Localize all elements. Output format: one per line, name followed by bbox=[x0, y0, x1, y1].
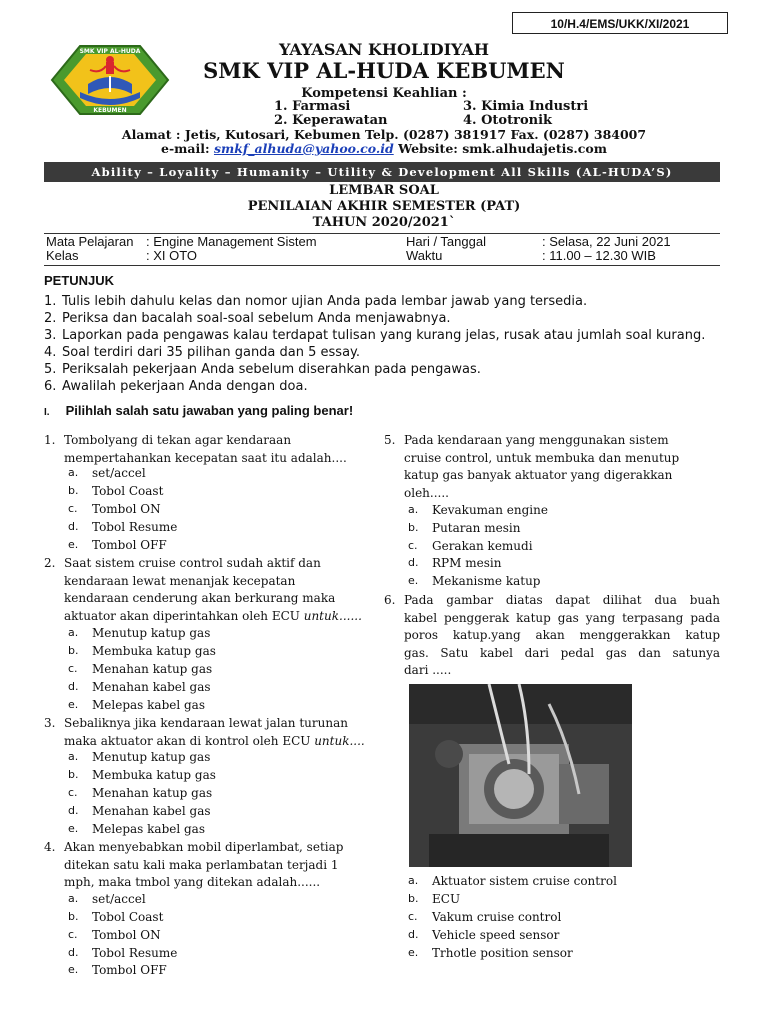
option-letter: c. bbox=[68, 928, 78, 941]
option-letter: e. bbox=[68, 698, 79, 711]
question-number: 3. bbox=[44, 716, 56, 730]
option-letter: c. bbox=[408, 539, 418, 552]
option-text: Menahan kabel gas bbox=[92, 680, 211, 694]
question-text: maka aktuator akan di kontrol oleh ECU bbox=[64, 733, 315, 748]
petunjuk-heading: PETUNJUK bbox=[44, 273, 115, 288]
instruction-item bbox=[44, 294, 587, 309]
option-letter: c. bbox=[68, 786, 78, 799]
question-number: 4. bbox=[44, 840, 56, 854]
question-text: aktuator akan diperintahkan oleh ECU bbox=[64, 608, 304, 623]
answer-option bbox=[408, 539, 720, 553]
option-letter: b. bbox=[68, 768, 79, 781]
question-text: cruise control, untuk membuka dan menutup bbox=[404, 450, 680, 465]
logo-bottom-text: KEBUMEN bbox=[93, 107, 127, 114]
answer-option bbox=[408, 521, 720, 535]
option-text: set/accel bbox=[92, 466, 146, 480]
title-tahun: TAHUN 2020/2021` bbox=[312, 215, 456, 230]
instruction-number: 3. bbox=[44, 328, 57, 343]
document-code: 10/H.4/EMS/UKK/XI/2021 bbox=[512, 12, 728, 34]
question-text: Pada gambar diatas dapat dilihat dua buah bbox=[404, 593, 720, 607]
question-text-line bbox=[64, 608, 374, 626]
school-name: SMK VIP AL-HUDA KEBUMEN bbox=[203, 58, 565, 83]
option-letter: b. bbox=[408, 521, 419, 534]
question-text-line bbox=[64, 432, 374, 450]
option-letter: d. bbox=[408, 556, 419, 569]
question-2 bbox=[44, 555, 374, 625]
instruction-text: Soal terdiri dari 35 pilihan ganda dan 5 essay. bbox=[62, 345, 361, 360]
answer-option bbox=[408, 910, 720, 924]
answer-option bbox=[68, 680, 374, 694]
option-letter: d. bbox=[408, 928, 419, 941]
option-letter: e. bbox=[408, 946, 419, 959]
option-text: Melepas kabel gas bbox=[92, 698, 205, 712]
question-text-line bbox=[64, 590, 374, 608]
question-6 bbox=[384, 592, 720, 680]
option-letter: d. bbox=[68, 946, 79, 959]
question-number: 6. bbox=[384, 593, 396, 607]
instruction-item bbox=[44, 345, 360, 360]
option-letter: d. bbox=[68, 804, 79, 817]
instruction-item bbox=[44, 328, 705, 343]
email-label: e-mail: bbox=[161, 141, 210, 156]
answer-option bbox=[68, 928, 374, 942]
question-text-line bbox=[404, 467, 720, 485]
option-letter: c. bbox=[408, 910, 418, 923]
throttle-photo bbox=[409, 684, 632, 867]
option-text: Vakum cruise control bbox=[432, 910, 562, 924]
option-text: Kevakuman engine bbox=[432, 503, 548, 517]
option-text: Putaran mesin bbox=[432, 521, 521, 535]
question-text: mph, maka tmbol yang ditekan adalah...... bbox=[64, 875, 321, 890]
option-text: Menahan katup gas bbox=[92, 662, 213, 676]
question-text-line bbox=[64, 573, 374, 591]
question-italic-tail: untuk.... bbox=[314, 733, 365, 748]
answer-option bbox=[408, 892, 720, 906]
option-text: Melepas kabel gas bbox=[92, 822, 205, 836]
answer-option bbox=[68, 538, 374, 552]
option-text: Tobol Resume bbox=[92, 946, 178, 960]
instruction-number: 1. bbox=[44, 294, 57, 309]
question-text: kendaraan cenderung akan berkurang maka bbox=[64, 591, 336, 606]
question-text: Pada kendaraan yang menggunakan sistem bbox=[404, 433, 669, 447]
question-text: kabel penggerak katup gas yang terpasang pada bbox=[404, 610, 720, 625]
answer-option bbox=[68, 892, 374, 906]
answer-option bbox=[68, 644, 374, 658]
option-text: Mekanisme katup bbox=[432, 574, 541, 588]
program-1: 1. Farmasi bbox=[274, 99, 351, 114]
answer-option bbox=[408, 874, 720, 888]
instruction-number: 4. bbox=[44, 345, 57, 360]
info-bottom-rule bbox=[44, 265, 720, 266]
question-text: poros katup.yang akan menggerakkan katup bbox=[404, 628, 720, 643]
option-letter: e. bbox=[68, 963, 79, 976]
option-letter: b. bbox=[408, 892, 419, 905]
answer-option bbox=[68, 484, 374, 498]
question-text: Akan menyebabkan mobil diperlambat, setiap bbox=[64, 840, 344, 854]
answer-option bbox=[68, 804, 374, 818]
option-text: RPM mesin bbox=[432, 556, 502, 570]
option-text: Membuka katup gas bbox=[92, 644, 216, 658]
option-text: Aktuator sistem cruise control bbox=[432, 874, 617, 888]
question-number: 5. bbox=[384, 433, 396, 447]
option-text: Vehicle speed sensor bbox=[432, 928, 560, 942]
option-text: Tombol OFF bbox=[92, 538, 167, 552]
answer-option bbox=[68, 910, 374, 924]
question-number: 2. bbox=[44, 556, 56, 570]
instruction-text: Laporkan pada pengawas kalau terdapat tulisan yang kurang jelas, rusak atau jumlah soal kurang. bbox=[62, 328, 706, 343]
question-text-line bbox=[64, 874, 374, 892]
answer-option bbox=[68, 768, 374, 782]
option-letter: a. bbox=[68, 750, 79, 763]
answer-option bbox=[68, 662, 374, 676]
answer-option bbox=[68, 520, 374, 534]
question-text-line bbox=[404, 645, 720, 663]
motto-banner: Ability – Loyality – Humanity – Utility & Development All Skills (AL-HUDA’S) bbox=[44, 162, 720, 182]
hari-value: : Selasa, 22 Juni 2021 bbox=[542, 234, 671, 249]
section-title: Pilihlah salah satu jawaban yang paling benar! bbox=[65, 403, 354, 418]
logo-top-text: SMK VIP AL-HUDA bbox=[79, 48, 141, 55]
question-text-line bbox=[64, 839, 374, 857]
question-3 bbox=[44, 715, 374, 750]
option-letter: e. bbox=[68, 538, 79, 551]
instruction-text: Periksa dan bacalah soal-soal sebelum Anda menjawabnya. bbox=[62, 311, 451, 326]
option-letter: d. bbox=[68, 680, 79, 693]
program-2: 2. Keperawatan bbox=[274, 113, 388, 128]
option-letter: a. bbox=[408, 874, 419, 887]
option-text: Gerakan kemudi bbox=[432, 539, 533, 553]
answer-option bbox=[408, 556, 720, 570]
program-4: 4. Ototronik bbox=[463, 113, 553, 128]
answer-option bbox=[68, 786, 374, 800]
answer-option bbox=[408, 503, 720, 517]
answer-option bbox=[408, 946, 720, 960]
answer-option bbox=[68, 946, 374, 960]
option-text: Tobol Coast bbox=[92, 484, 164, 498]
question-1 bbox=[44, 432, 374, 467]
kelas-label: Kelas bbox=[46, 248, 79, 263]
option-letter: c. bbox=[68, 502, 78, 515]
option-letter: b. bbox=[68, 644, 79, 657]
option-text: set/accel bbox=[92, 892, 146, 906]
option-text: Menutup katup gas bbox=[92, 750, 211, 764]
option-letter: c. bbox=[68, 662, 78, 675]
answer-option bbox=[408, 574, 720, 588]
foundation-name: YAYASAN KHOLIDIYAH bbox=[279, 40, 489, 59]
question-text: ditekan satu kali maka perlambatan terjadi 1 bbox=[64, 857, 339, 872]
option-text: ECU bbox=[432, 892, 461, 906]
contact-line bbox=[0, 141, 768, 156]
question-text: kendaraan lewat menanjak kecepatan bbox=[64, 573, 296, 588]
question-text: katup gas banyak aktuator yang digerakkan bbox=[404, 468, 673, 483]
question-text-line bbox=[404, 432, 720, 450]
question-italic-tail: untuk...... bbox=[303, 608, 362, 623]
kompetensi-label: Kompetensi Keahlian : bbox=[301, 86, 467, 101]
title-pat: PENILAIAN AKHIR SEMESTER (PAT) bbox=[247, 199, 521, 214]
title-lembar-soal: LEMBAR SOAL bbox=[329, 183, 439, 198]
option-text: Tombol ON bbox=[92, 502, 161, 516]
question-text: Tombolyang di tekan agar kendaraan bbox=[64, 433, 292, 447]
question-text-line bbox=[404, 485, 720, 503]
option-text: Menahan kabel gas bbox=[92, 804, 211, 818]
option-letter: a. bbox=[68, 892, 79, 905]
instruction-text: Tulis lebih dahulu kelas dan nomor ujian Anda pada lembar jawab yang tersedia. bbox=[62, 294, 588, 309]
option-letter: a. bbox=[408, 503, 419, 516]
instruction-item bbox=[44, 379, 308, 394]
question-text: oleh..... bbox=[404, 485, 449, 500]
question-4 bbox=[44, 839, 374, 892]
question-text-line bbox=[404, 450, 720, 468]
question-text: Sebaliknya jika kendaraan lewat jalan turunan bbox=[64, 716, 348, 730]
school-address: Alamat : Jetis, Kutosari, Kebumen Telp. (0287) 381917 Fax. (0287) 384007 bbox=[121, 127, 647, 142]
answer-option bbox=[408, 928, 720, 942]
waktu-value: : 11.00 – 12.30 WIB bbox=[542, 248, 656, 263]
waktu-label: Waktu bbox=[406, 248, 443, 263]
instruction-number: 5. bbox=[44, 362, 57, 377]
instruction-number: 6. bbox=[44, 379, 57, 394]
question-text: mempertahankan kecepatan saat itu adalah.... bbox=[64, 450, 347, 465]
question-text-line bbox=[64, 733, 374, 751]
answer-option bbox=[68, 698, 374, 712]
question-text-line bbox=[404, 627, 720, 645]
option-letter: b. bbox=[68, 484, 79, 497]
question-text-line bbox=[404, 592, 720, 610]
option-letter: e. bbox=[68, 822, 79, 835]
question-text: Saat sistem cruise control sudah aktif dan bbox=[64, 556, 321, 570]
answer-option bbox=[68, 502, 374, 516]
instruction-number: 2. bbox=[44, 311, 57, 326]
option-text: Menahan katup gas bbox=[92, 786, 213, 800]
question-5 bbox=[384, 432, 720, 502]
website-text: Website: smk.alhudajetis.com bbox=[398, 141, 607, 156]
email-link[interactable]: smkf_alhuda@yahoo.co.id bbox=[213, 141, 394, 156]
question-text-line bbox=[64, 555, 374, 573]
answer-option bbox=[68, 466, 374, 480]
option-letter: a. bbox=[68, 626, 79, 639]
question-text-line bbox=[64, 857, 374, 875]
instruction-text: Awalilah pekerjaan Anda dengan doa. bbox=[62, 379, 308, 394]
answer-option bbox=[68, 963, 374, 977]
option-text: Tombol OFF bbox=[92, 963, 167, 977]
answer-option bbox=[68, 750, 374, 764]
mapel-label: Mata Pelajaran bbox=[46, 234, 134, 249]
option-text: Tobol Coast bbox=[92, 910, 164, 924]
instruction-item bbox=[44, 362, 481, 377]
section-heading bbox=[44, 403, 353, 418]
question-text-line bbox=[64, 715, 374, 733]
instruction-text: Periksalah pekerjaan Anda sebelum diserahkan pada pengawas. bbox=[62, 362, 481, 377]
option-text: Trhotle position sensor bbox=[432, 946, 573, 960]
question-text-line bbox=[64, 450, 374, 468]
option-text: Tobol Resume bbox=[92, 520, 178, 534]
question-text: dari ..... bbox=[404, 663, 452, 678]
question-text-line bbox=[404, 662, 720, 680]
hari-label: Hari / Tanggal bbox=[406, 234, 486, 249]
question-text-line bbox=[404, 610, 720, 628]
option-text: Membuka katup gas bbox=[92, 768, 216, 782]
option-letter: a. bbox=[68, 466, 79, 479]
question-number: 1. bbox=[44, 433, 56, 447]
option-letter: e. bbox=[408, 574, 419, 587]
option-letter: b. bbox=[68, 910, 79, 923]
kelas-value: : XI OTO bbox=[146, 248, 198, 263]
option-letter: d. bbox=[68, 520, 79, 533]
option-text: Menutup katup gas bbox=[92, 626, 211, 640]
mapel-value: : Engine Management Sistem bbox=[146, 234, 317, 249]
answer-option bbox=[68, 626, 374, 640]
question-text: gas. Satu kabel dari pedal gas dan satunya bbox=[404, 645, 720, 660]
instruction-item bbox=[44, 311, 451, 326]
program-3: 3. Kimia Industri bbox=[463, 99, 589, 114]
answer-option bbox=[68, 822, 374, 836]
option-text: Tombol ON bbox=[92, 928, 161, 942]
section-number: I. bbox=[44, 407, 50, 418]
